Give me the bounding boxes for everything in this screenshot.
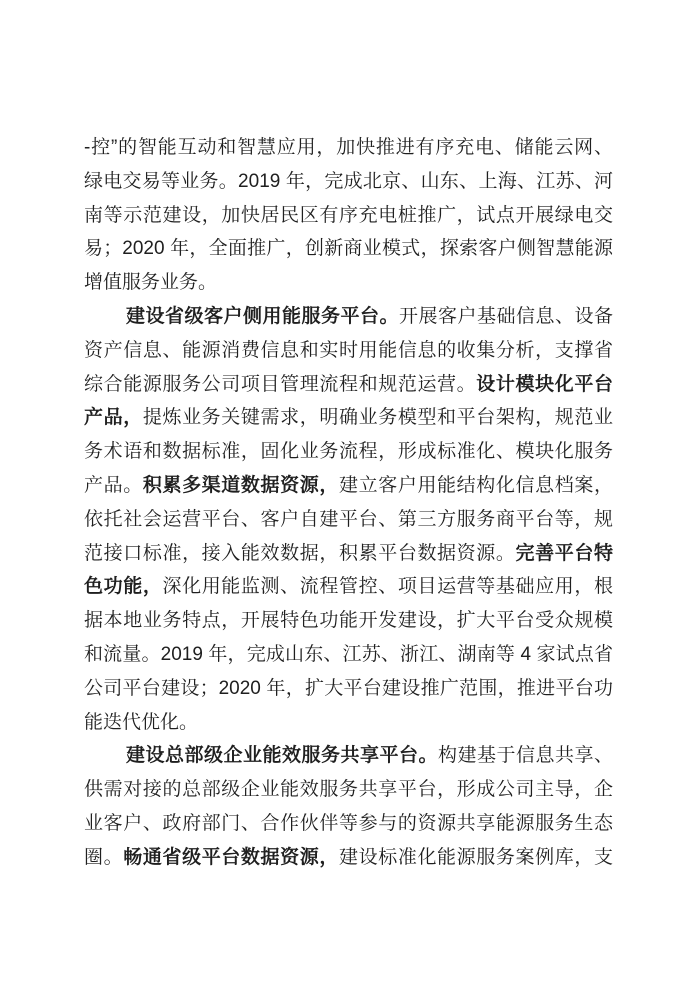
text-run-bold: 建设总部级企业能效服务共享平台。 (126, 745, 438, 767)
text-line (84, 334, 613, 368)
text-line (84, 300, 613, 334)
text-run: 增值服务业务。 (84, 272, 218, 294)
text-run-bold: 畅通省级平台数据资源， (123, 846, 339, 868)
text-run: 开展客户基础信息、设备 (398, 305, 613, 327)
text-line (84, 232, 613, 266)
text-line (84, 401, 613, 435)
text-run-bold: 产品， (84, 407, 143, 429)
text-run-bold: 设计模块化平台 (476, 373, 613, 395)
document-text (84, 131, 613, 875)
text-run: 公司平台建设；2020 年，扩大平台建设推广范围，推进平台功 (84, 677, 613, 699)
text-line (84, 638, 613, 672)
text-line (84, 807, 613, 841)
text-run-bold: 完善平台特 (515, 542, 613, 564)
text-run: -控”的智能互动和智慧应用，加快推进有序充电、储能云网、 (84, 137, 613, 158)
text-line (84, 706, 613, 740)
text-line (84, 435, 613, 469)
text-line (84, 841, 613, 875)
text-run: 依托社会运营平台、客户自建平台、第三方服务商平台等，规 (84, 508, 613, 530)
text-line (84, 165, 613, 199)
text-line (84, 604, 613, 638)
text-run: 综合能源服务公司项目管理流程和规范运营。 (84, 373, 477, 395)
text-run: 建设标准化能源服务案例库，支 (338, 846, 613, 868)
text-line (84, 266, 613, 300)
text-run: 业客户、政府部门、合作伙伴等参与的资源共享能源服务生态 (84, 812, 613, 834)
text-line (84, 368, 613, 402)
text-run: 供需对接的总部级企业能效服务共享平台，形成公司主导，企 (84, 779, 613, 801)
text-line (84, 469, 613, 503)
text-line (84, 570, 613, 604)
text-run-bold: 积累多渠道数据资源， (142, 474, 339, 496)
text-line (84, 199, 613, 233)
text-line (84, 773, 613, 807)
text-run: 据本地业务特点，开展特色功能开发建设，扩大平台受众规模 (84, 610, 613, 632)
text-run: 绿电交易等业务。2019 年，完成北京、山东、上海、江苏、河 (84, 170, 613, 192)
text-run: 圈。 (84, 846, 124, 868)
text-line (84, 672, 613, 706)
text-run-bold: 色功能， (84, 576, 163, 598)
text-run: 范接口标准，接入能效数据，积累平台数据资源。 (84, 542, 516, 564)
text-line (84, 739, 613, 773)
text-run: 产品。 (84, 474, 143, 496)
text-run: 建立客户用能结构化信息档案， (338, 474, 613, 496)
text-run: 南等示范建设，加快居民区有序充电桩推广，试点开展绿电交 (84, 204, 613, 226)
text-line (84, 537, 613, 571)
text-run: 提炼业务关键需求，明确业务模型和平台架构，规范业 (142, 407, 613, 429)
text-run-bold: 建设省级客户侧用能服务平台。 (126, 305, 399, 327)
text-run: 能迭代优化。 (84, 711, 199, 733)
text-run: 深化用能监测、流程管控、项目运营等基础应用，根 (162, 576, 613, 598)
text-run: 务术语和数据标准，固化业务流程，形成标准化、模块化服务 (84, 441, 613, 463)
text-run: 易；2020 年，全面推广，创新商业模式，探索客户侧智慧能源 (84, 238, 613, 260)
text-run: 和流量。2019 年，完成山东、江苏、浙江、湖南等 4 家试点省 (84, 643, 613, 665)
text-line (84, 503, 613, 537)
text-run: 资产信息、能源消费信息和实时用能信息的收集分析，支撑省 (84, 339, 613, 361)
text-line (84, 131, 613, 165)
text-run: 构建基于信息共享、 (437, 745, 613, 767)
